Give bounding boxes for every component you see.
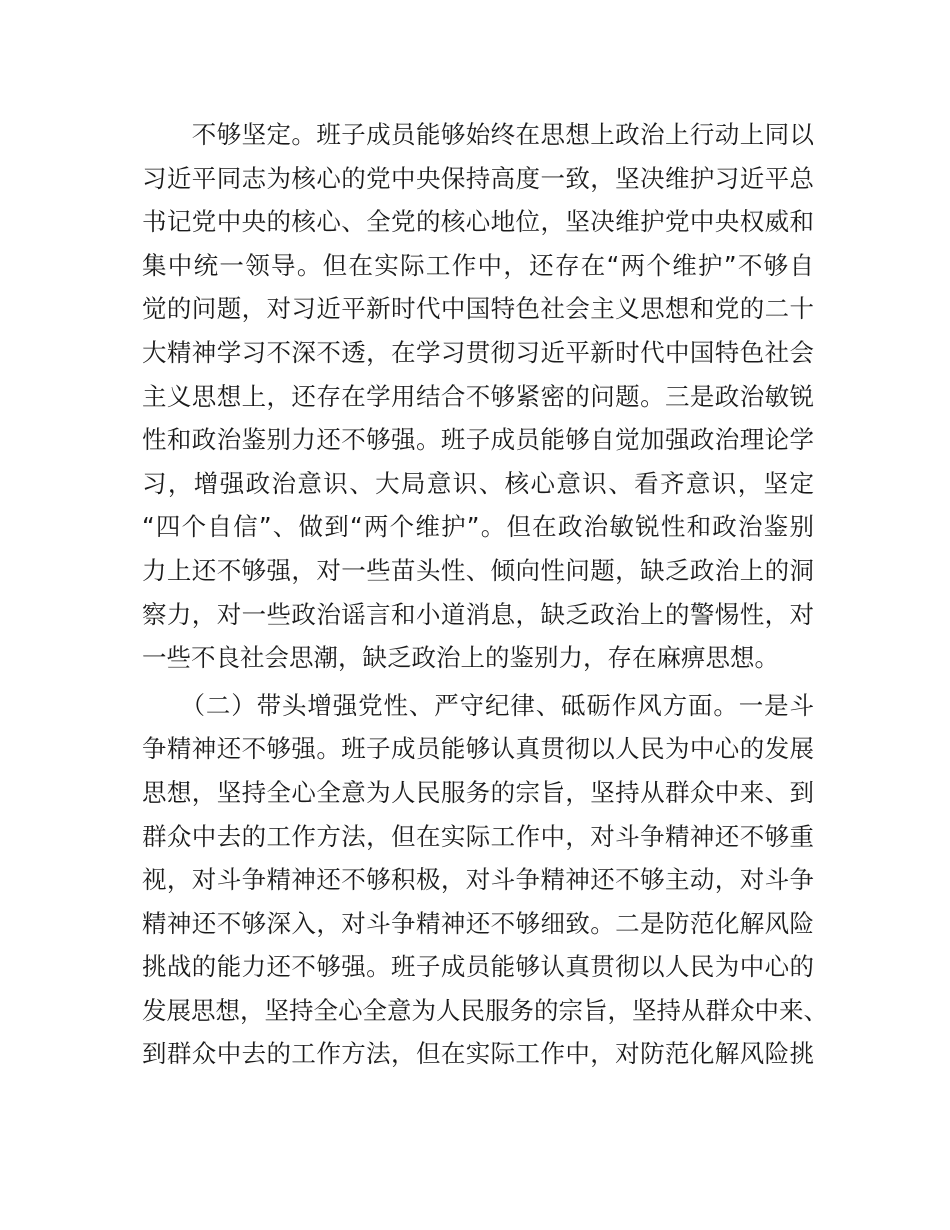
text-line: 思想，坚持全心全意为人民服务的宗旨，坚持从群众中来、到 — [142, 777, 814, 807]
paragraph-2 — [142, 684, 828, 1076]
text-line: 书记党中央的核心、全党的核心地位，坚决维护党中央权威和 — [142, 207, 814, 237]
text-line: 精神还不够深入，对斗争精神还不够细致。二是防范化解风险 — [142, 908, 814, 938]
text-line: 察力，对一些政治谣言和小道消息，缺乏政治上的警惕性，对 — [142, 599, 814, 629]
text-line: 发展思想，坚持全心全意为人民服务的宗旨，坚持从群众中来、 — [142, 995, 828, 1025]
text-line: 觉的问题，对习近平新时代中国特色社会主义思想和党的二十 — [142, 294, 814, 324]
text-line: 大精神学习不深不透，在学习贯彻习近平新时代中国特色社会 — [142, 337, 814, 367]
text-line: 挑战的能力还不够强。班子成员能够认真贯彻以人民为中心的 — [142, 952, 814, 982]
text-line: （二）带头增强党性、严守纪律、砥砺作风方面。一是斗 — [142, 690, 814, 720]
text-line: 争精神还不够强。班子成员能够认真贯彻以人民为中心的发展 — [142, 734, 814, 764]
text-line: 不够坚定。班子成员能够始终在思想上政治上行动上同以 — [142, 120, 814, 149]
text-line: 到群众中去的工作方法，但在实际工作中，对防范化解风险挑 — [142, 1039, 814, 1069]
document-body — [142, 113, 828, 1076]
text-line: 集中统一领导。但在实际工作中，还存在“两个维护”不够自 — [142, 250, 814, 280]
text-line: 视，对斗争精神还不够积极，对斗争精神还不够主动，对斗争 — [142, 865, 814, 895]
paragraph-1 — [142, 113, 814, 680]
text-line: 性和政治鉴别力还不够强。班子成员能够自觉加强政治理论学 — [142, 425, 814, 455]
text-line: 群众中去的工作方法，但在实际工作中，对斗争精神还不够重 — [142, 821, 814, 851]
text-line: 主义思想上，还存在学用结合不够紧密的问题。三是政治敏锐 — [142, 381, 814, 411]
text-line: 习近平同志为核心的党中央保持高度一致，坚决维护习近平总 — [142, 163, 814, 193]
text-line: 一些不良社会思潮，缺乏政治上的鉴别力，存在麻痹思想。 — [142, 643, 779, 673]
text-line: “四个自信”、做到“两个维护”。但在政治敏锐性和政治鉴别 — [142, 512, 814, 542]
text-line: 力上还不够强，对一些苗头性、倾向性问题，缺乏政治上的洞 — [142, 555, 814, 585]
text-line: 习，增强政治意识、大局意识、核心意识、看齐意识，坚定 — [142, 468, 814, 498]
